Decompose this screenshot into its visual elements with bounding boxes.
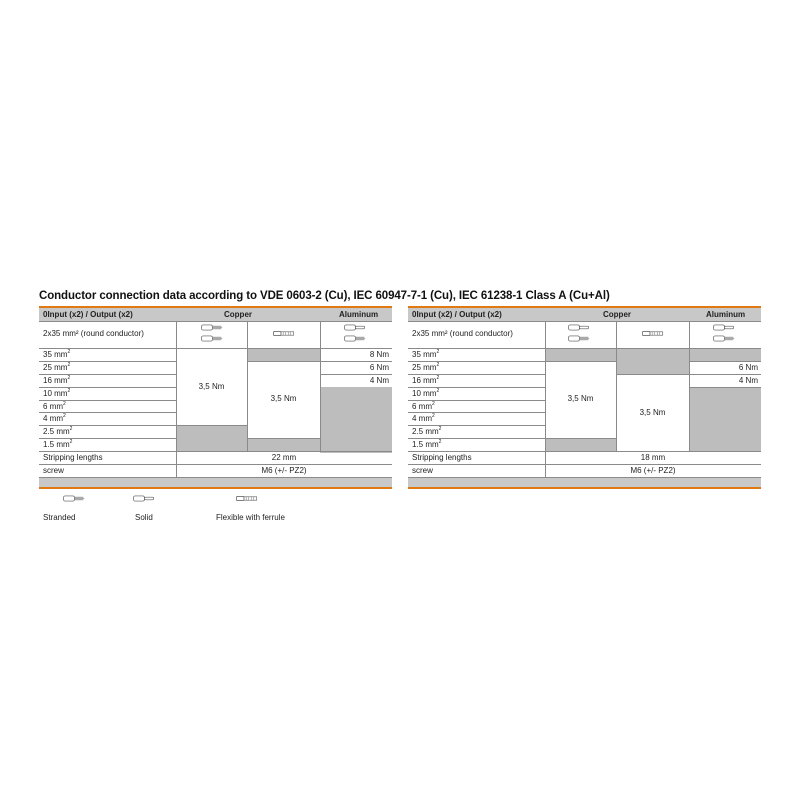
aluminum-torque: 6 Nm bbox=[738, 363, 758, 372]
screw-label: screw bbox=[43, 466, 64, 475]
header-aluminum-label: Aluminum bbox=[339, 310, 379, 319]
copper-torque: 3,5 Nm bbox=[198, 382, 225, 391]
stranded-icon bbox=[63, 495, 85, 502]
round-conductor-label: 2x35 mm² (round conductor) bbox=[43, 329, 144, 338]
connection-table-2 bbox=[408, 306, 761, 489]
header-copper-label: Copper bbox=[603, 310, 631, 319]
size-label: 2.5 $mm^2$ bbox=[412, 426, 442, 436]
size-label: 4 $mm^2$ bbox=[43, 413, 66, 423]
size-label: 6 $mm^2$ bbox=[412, 401, 435, 411]
gray-cell bbox=[545, 438, 616, 451]
aluminum-torque: 6 Nm bbox=[369, 363, 389, 372]
round-conductor-label: 2x35 mm² (round conductor) bbox=[412, 329, 513, 338]
stranded-icon bbox=[201, 335, 223, 342]
size-label: 10 $mm^2$ bbox=[43, 388, 71, 398]
stranded-icon bbox=[568, 335, 590, 342]
gray-cell bbox=[320, 387, 392, 453]
size-label: 4 $mm^2$ bbox=[412, 413, 435, 423]
ferrule-icon bbox=[273, 330, 295, 337]
gray-cell bbox=[176, 425, 247, 451]
copper-torque: 3,5 Nm bbox=[567, 394, 594, 403]
stripping-label: Stripping lengths bbox=[43, 453, 103, 462]
gray-cell bbox=[247, 438, 320, 451]
solid-icon bbox=[344, 324, 366, 331]
size-label: 25 $mm^2$ bbox=[412, 362, 440, 372]
size-label: 35 $mm^2$ bbox=[412, 349, 440, 359]
legend-solid: Solid bbox=[135, 513, 153, 522]
ferrule-icon bbox=[642, 330, 664, 337]
size-label: 10 $mm^2$ bbox=[412, 388, 440, 398]
gray-cell bbox=[545, 348, 616, 361]
screw-value: M6 (+/- PZ2) bbox=[630, 466, 676, 475]
gray-cell bbox=[689, 348, 761, 361]
page-title: Conductor connection data according to VDE 0603-2 (Cu), IEC 60947-7-1 (Cu), IEC 61238-1 Class A (Cu+Al) bbox=[39, 290, 610, 302]
stranded-icon bbox=[344, 335, 366, 342]
size-label: 1.5 $mm^2$ bbox=[412, 439, 442, 449]
size-label: 1.5 $mm^2$ bbox=[43, 439, 73, 449]
header-io-label: 0Input (x2) / Output (x2) bbox=[43, 310, 133, 319]
stranded-icon bbox=[713, 335, 735, 342]
aluminum-torque: 4 Nm bbox=[738, 376, 758, 385]
gray-cell bbox=[247, 348, 320, 361]
header-aluminum-label: Aluminum bbox=[706, 310, 746, 319]
size-label: 2.5 $mm^2$ bbox=[43, 426, 73, 436]
header-io-label: 0Input (x2) / Output (x2) bbox=[412, 310, 502, 319]
solid-icon bbox=[713, 324, 735, 331]
size-label: 25 $mm^2$ bbox=[43, 362, 71, 372]
stripping-value: 18 mm bbox=[640, 453, 666, 462]
screw-value: M6 (+/- PZ2) bbox=[261, 466, 307, 475]
header-copper-label: Copper bbox=[224, 310, 252, 319]
solid-icon bbox=[133, 495, 155, 502]
solid-icon bbox=[568, 324, 590, 331]
connection-table-1 bbox=[39, 306, 392, 489]
screw-label: screw bbox=[412, 466, 433, 475]
legend-stranded: Stranded bbox=[43, 513, 76, 522]
size-label: 6 $mm^2$ bbox=[43, 401, 66, 411]
aluminum-torque: 8 Nm bbox=[369, 350, 389, 359]
legend-ferrule: Flexible with ferrule bbox=[216, 513, 285, 522]
gray-cell bbox=[689, 387, 761, 451]
size-label: 16 $mm^2$ bbox=[43, 375, 71, 385]
gray-cell bbox=[616, 348, 689, 374]
ferrule-icon bbox=[236, 495, 258, 502]
copper-torque: 3,5 Nm bbox=[639, 408, 666, 417]
aluminum-torque: 4 Nm bbox=[369, 376, 389, 385]
stranded-icon bbox=[201, 324, 223, 331]
size-label: 35 $mm^2$ bbox=[43, 349, 71, 359]
size-label: 16 $mm^2$ bbox=[412, 375, 440, 385]
stripping-value: 22 mm bbox=[271, 453, 297, 462]
stripping-label: Stripping lengths bbox=[412, 453, 472, 462]
copper-torque: 3,5 Nm bbox=[270, 394, 297, 403]
